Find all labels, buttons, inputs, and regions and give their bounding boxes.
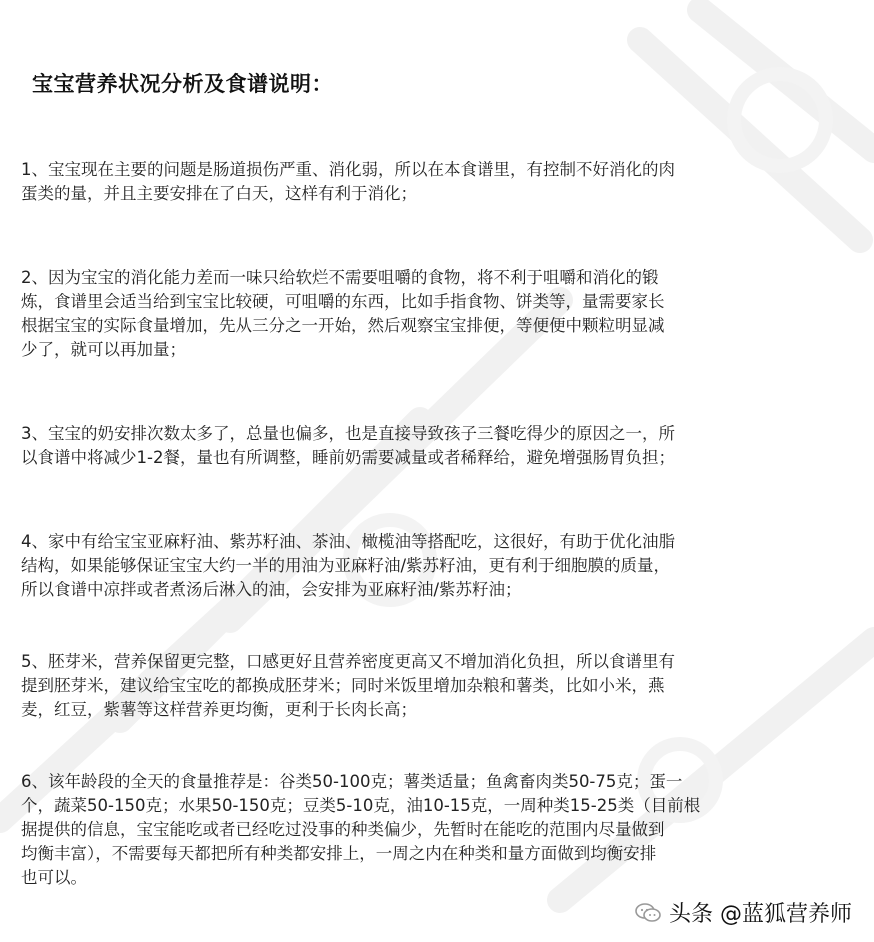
paragraph-2: 2、因为宝宝的消化能力差而一味只给软烂不需要咀嚼的食物，将不利于咀嚼和消化的锻 炼，食谱里会适当给到宝宝比较硬，可咀嚼的东西，比如手指食物、饼类等，量需要家长 根据宝宝的实际食量增加，先从三分之一开始，然后观察宝宝排便，等便便中颗粒明显减 少了，就可以再加量； <box>21 268 665 359</box>
page-title: 宝宝营养状况分析及食谱说明： <box>32 72 333 96</box>
paragraph-6: 6、该年龄段的全天的食量推荐是：谷类50-100克；薯类适量；鱼禽畜肉类50-75克；蛋一 个，蔬菜50-150克；水果50-150克；豆类5-10克，油10-15克，一周种类15-25类（目前根 据提供的信息，宝宝能吃或者已经吃过没事的种类偏少，先暂时在能吃的范围内尽量做到 均衡丰富），不需要每天都把所有种类都安排上，一周之内在种类和量方面做到均衡安排 也可以。 <box>21 772 701 887</box>
paragraph-3: 3、宝宝的奶安排次数太多了，总量也偏多，也是直接导致孩子三餐吃得少的原因之一，所 以食谱中将减少1-2餐，量也有所调整，睡前奶需要减量或者稀释给，避免增强肠胃负担； <box>21 424 675 467</box>
footer-text: 头条 @蓝狐营养师 <box>669 902 852 927</box>
paragraph-5: 5、胚芽米，营养保留更完整，口感更好且营养密度更高又不增加消化负担，所以食谱里有 提到胚芽米，建议给宝宝吃的都换成胚芽米；同时米饭里增加杂粮和薯类，比如小米，燕 麦，红豆，紫薯等这样营养更均衡，更利于长肉长高； <box>21 652 675 719</box>
source-attribution <box>635 897 852 928</box>
wechat-icon <box>635 903 661 923</box>
paragraph-4: 4、家中有给宝宝亚麻籽油、紫苏籽油、茶油、橄榄油等搭配吃，这很好，有助于优化油脂 结构，如果能够保证宝宝大约一半的用油为亚麻籽油/紫苏籽油，更有利于细胞膜的质量， 所以食谱中凉拌或者煮汤后淋入的油，会安排为亚麻籽油/紫苏籽油； <box>21 532 675 599</box>
paragraph-1: 1、宝宝现在主要的问题是肠道损伤严重、消化弱，所以在本食谱里，有控制不好消化的肉 蛋类的量，并且主要安排在了白天，这样有利于消化； <box>21 160 675 203</box>
